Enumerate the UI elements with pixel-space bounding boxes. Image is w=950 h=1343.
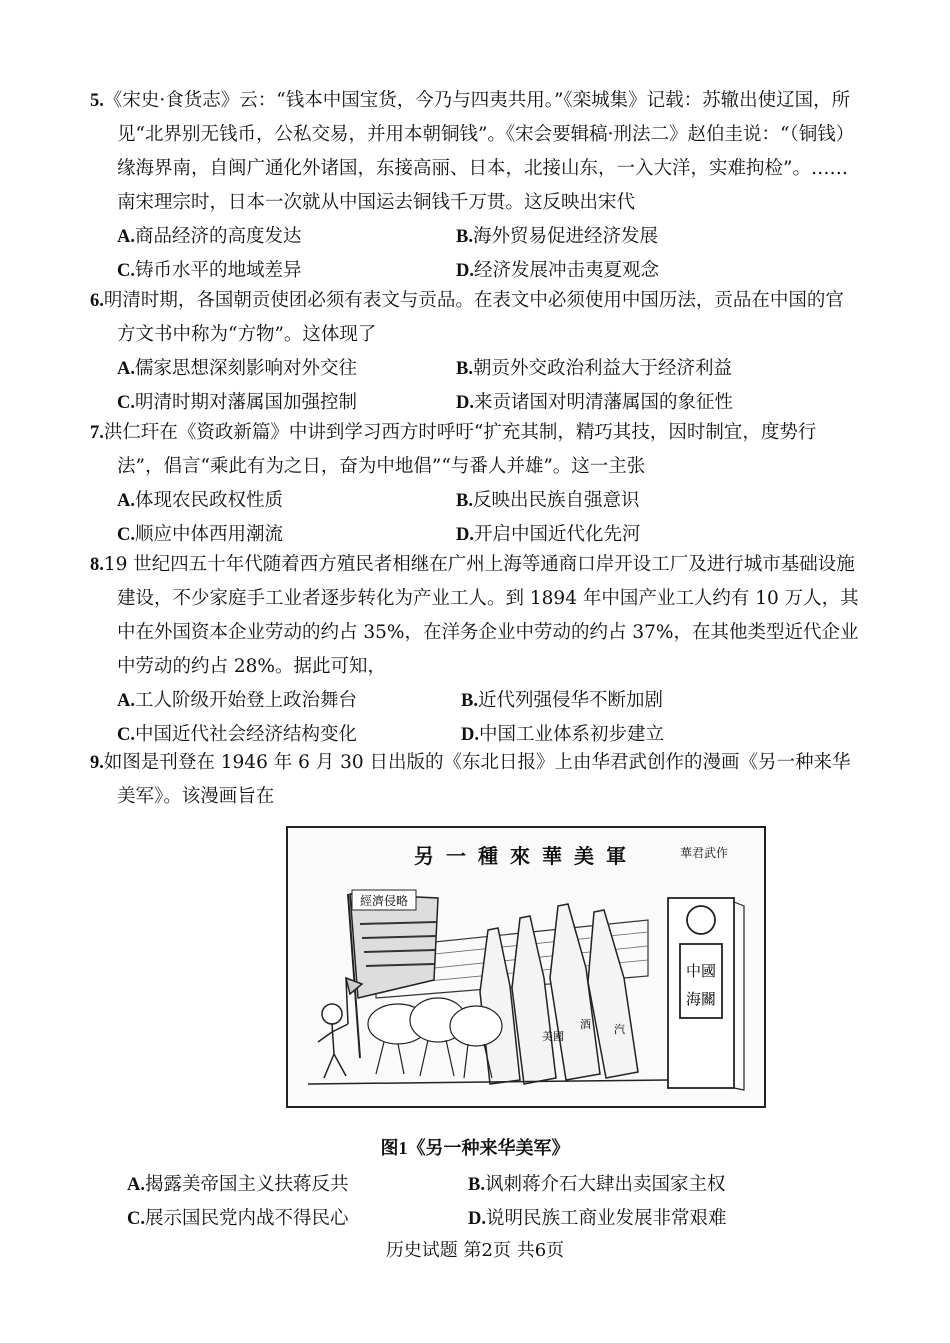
option-b[interactable] (456, 484, 639, 518)
figure-title: 另一種來華美軍 (414, 844, 638, 868)
option-label: B. (468, 1175, 485, 1195)
question-stem (90, 84, 862, 220)
option-c[interactable] (117, 386, 357, 420)
question-stem (90, 284, 862, 352)
options (90, 1168, 862, 1236)
option-text: 工人阶级开始登上政治舞台 (135, 690, 358, 711)
question-5 (90, 84, 862, 288)
option-label: B. (456, 359, 473, 379)
option-text: 经济发展冲击夷夏观念 (474, 260, 660, 281)
option-text: 展示国民党内战不得民心 (145, 1208, 349, 1229)
option-c[interactable] (117, 518, 283, 552)
question-9-options (90, 1168, 862, 1236)
question-text: 19 世纪四五十年代随着西方殖民者相继在广州上海等通商口岸开设工厂及进行城市基础设施建设，不少家庭手工业者逐步转化为产业工人。到 1894 年中国产业工人约有 10 万人，其中在外国资本企业劳动的约占 35%，在洋务企业中劳动的约占 37%，在其他类型近代企业中劳动的约占 28%。据此可知， (103, 554, 859, 677)
option-label: D. (456, 393, 474, 413)
options (90, 220, 862, 288)
option-text: 儒家思想深刻影响对外交往 (135, 358, 358, 379)
options (90, 484, 862, 552)
option-d[interactable] (468, 1202, 727, 1236)
bottle-label-soda: 汽 (614, 1023, 625, 1036)
option-label: B. (461, 691, 478, 711)
page-footer: 历史试题 第2页 共6页 (385, 1240, 565, 1261)
question-text: 《宋史·食货志》云：“钱本中国宝货，今乃与四夷共用。”《栾城集》记载：苏辙出使辽国，所见“北界别无钱币，公私交易，并用本朝铜钱”。《宋会要辑稿·刑法二》赵伯圭说：“（铜钱）缘海界南，自闽广通化外诸国，东接高丽、日本，北接山东，一入大洋，实难拘检”。……南宋理宗时，日本一次就从中国运去铜钱千万贯。这反映出宋代 (103, 90, 855, 213)
option-text: 体现农民政权性质 (135, 490, 284, 511)
option-a[interactable] (117, 484, 283, 518)
question-text: 洪仁玕在《资政新篇》中讲到学习西方时呼吁“扩充其制，精巧其技，因时制宜，度势行法”，倡言“乘此有为之日，奋为中地倡”“与番人并雄”。这一主张 (103, 422, 817, 477)
question-text: 如图是刊登在 1946 年 6 月 30 日出版的《东北日报》上由华君武创作的漫画《另一种来华美军》。该漫画旨在 (103, 752, 851, 807)
caption-number: 图1 (380, 1138, 408, 1158)
question-8 (90, 548, 862, 752)
option-c[interactable] (127, 1202, 349, 1236)
question-number: 9. (90, 753, 104, 773)
option-label: B. (456, 227, 473, 247)
option-d[interactable] (456, 386, 733, 420)
option-d[interactable] (456, 518, 641, 552)
cartoon-figure (286, 826, 766, 1108)
question-stem (90, 416, 862, 484)
option-text: 明清时期对藩属国加强控制 (135, 392, 358, 413)
option-label: D. (461, 725, 479, 745)
question-number: 5. (90, 91, 104, 111)
option-label: A. (117, 491, 135, 511)
option-label: D. (456, 525, 474, 545)
option-label: A. (127, 1175, 145, 1195)
customs-label-top: 中國 (685, 962, 717, 980)
option-label: C. (117, 525, 135, 545)
option-b[interactable] (468, 1168, 725, 1202)
figure-caption (0, 1134, 950, 1160)
option-text: 说明民族工商业发展非常艰难 (486, 1208, 727, 1229)
option-a[interactable] (117, 352, 357, 386)
figure-author: 華君武作 (679, 846, 728, 860)
option-b[interactable] (456, 220, 658, 254)
option-label: C. (117, 261, 135, 281)
option-text: 来贡诸国对明清藩属国的象征性 (474, 392, 734, 413)
option-label: C. (117, 725, 135, 745)
option-text: 近代列强侵华不断加剧 (477, 690, 663, 711)
option-b[interactable] (461, 684, 663, 718)
option-text: 顺应中体西用潮流 (135, 524, 284, 545)
option-b[interactable] (456, 352, 732, 386)
option-a[interactable] (117, 684, 357, 718)
question-6 (90, 284, 862, 420)
question-number: 8. (90, 555, 104, 575)
option-text: 开启中国近代化先河 (474, 524, 641, 545)
option-label: C. (127, 1209, 145, 1229)
option-label: B. (456, 491, 473, 511)
option-text: 商品经济的高度发达 (135, 226, 302, 247)
cartoon-illustration (288, 828, 764, 1106)
customs-label-bottom: 海關 (685, 990, 717, 1008)
question-number: 6. (90, 291, 104, 311)
option-text: 铸币水平的地域差异 (135, 260, 302, 281)
option-text: 反映出民族自强意识 (472, 490, 640, 511)
option-text: 中国近代社会经济结构变化 (135, 724, 358, 745)
option-text: 中国工业体系初步建立 (479, 724, 665, 745)
option-label: D. (468, 1209, 486, 1229)
option-text: 海外贸易促进经济发展 (472, 226, 658, 247)
question-7 (90, 416, 862, 552)
question-stem (90, 548, 862, 684)
option-a[interactable] (127, 1168, 349, 1202)
question-text: 明清时期，各国朝贡使团必须有表文与贡品。在表文中必须使用中国历法，贡品在中国的官方文书中称为“方物”。这体现了 (103, 290, 844, 345)
option-label: C. (117, 393, 135, 413)
option-text: 讽刺蒋介石大肆出卖国家主权 (484, 1174, 726, 1195)
option-label: A. (117, 359, 135, 379)
option-label: D. (456, 261, 474, 281)
options (90, 684, 862, 752)
caption-text: 《另一种来华美军》 (407, 1138, 570, 1159)
bottle-label-wine: 酒 (580, 1018, 591, 1031)
option-text: 揭露美帝国主义扶蒋反共 (145, 1174, 349, 1195)
flag-label: 經濟侵略 (359, 894, 409, 908)
option-label: A. (117, 227, 135, 247)
question-number: 7. (90, 423, 104, 443)
option-label: A. (117, 691, 135, 711)
options (90, 352, 862, 420)
question-stem (90, 746, 862, 814)
option-a[interactable] (117, 220, 302, 254)
option-d[interactable] (456, 254, 659, 288)
option-c[interactable] (117, 254, 302, 288)
bottle-label-usa: 美國 (542, 1030, 564, 1043)
question-9 (90, 746, 862, 814)
option-text: 朝贡外交政治利益大于经济利益 (472, 358, 732, 379)
